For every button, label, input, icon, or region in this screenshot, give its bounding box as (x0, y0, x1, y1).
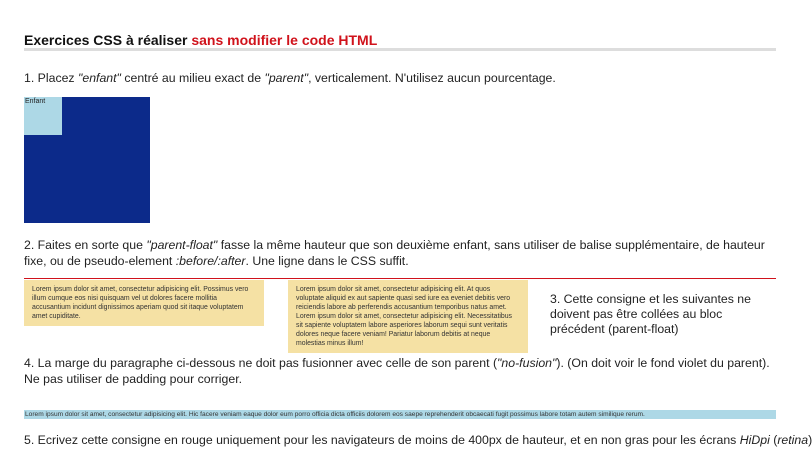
instruction-1: 1. Placez "enfant" centré au milieu exact de "parent", verticalement. N'utilisez aucun pourcentage. (24, 71, 556, 85)
instruction-3: 3. Cette consigne et les suivantes ne doivent pas être collées au bloc précédent (parent-float) (550, 292, 751, 336)
float-box-2: Lorem ipsum dolor sit amet, consectetur adipisicing elit. At quos voluptate aliquid ex aut sapiente quasi sed iure ea eveniet debitis vero reiciendis labore ab perferendis accusantium temporibus natus amet. Lorem ipsum dolor sit amet, consectetur adipisicing elit. Necessitatibus sit sapiente voluptatem labore asperiores laborum sequi sunt veritatis dolores neque facere veniam! Pariatur laborum debitis at neque molestias minus illum! (288, 280, 528, 353)
parent-box (24, 97, 150, 223)
page-title (24, 32, 377, 48)
child-box: Enfant (24, 97, 62, 135)
title-divider (24, 48, 776, 51)
no-fusion-paragraph: Lorem ipsum dolor sit amet, consectetur adipisicing elit. Hic facere veniam eaque dolor eum porro officia dicta officiis dolorem eos saepe reprehenderit obcaecati fugit possimus labore totam autem similique rerum. (24, 410, 776, 419)
instruction-5: 5. Ecrivez cette consigne en rouge uniquement pour les navigateurs de moins de 400px de hauteur, et en non gras pour les écrans HiDpi (retina) (24, 433, 812, 447)
float-box-1: Lorem ipsum dolor sit amet, consectetur adipisicing elit. Possimus vero illum cumque eos nisi quisquam vel ut dolores facere mollitia accusantium incidunt dignissimos aperiam quod sit itaque voluptatem amet cupiditate. (24, 280, 264, 326)
title-text: Exercices CSS à réaliser (24, 32, 192, 48)
instruction-2: 2. Faites en sorte que "parent-float" fasse la même hauteur que son deuxième enfant, sans utiliser de balise supplémentaire, de hauteur fixe, ou de pseudo-element :before/:after. Une ligne dans le CSS suffit. (24, 238, 765, 268)
title-highlight: sans modifier le code HTML (191, 32, 378, 48)
instruction-4: 4. La marge du paragraphe ci-dessous ne doit pas fusionner avec celle de son parent ("no-fusion"). (On doit voir le fond violet du parent). Ne pas utiliser de padding pour corriger. (24, 356, 770, 386)
parent-float-border (24, 278, 776, 279)
